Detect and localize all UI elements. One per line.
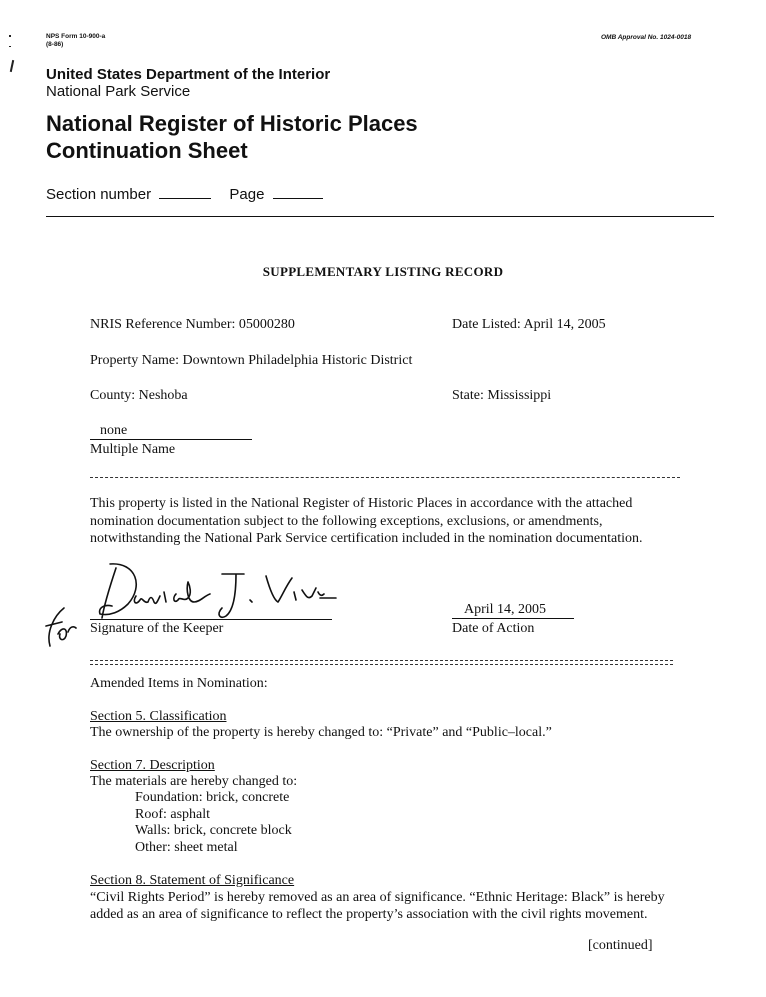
omb-approval: OMB Approval No. 1024-0018 xyxy=(601,34,692,41)
section-5-heading: Section 5. Classification xyxy=(90,709,227,724)
form-number-text: NPS Form 10-900-a xyxy=(46,33,106,40)
materials-list xyxy=(135,790,292,856)
scan-speck xyxy=(10,60,14,72)
signature-line xyxy=(90,619,332,620)
continued-note: [continued] xyxy=(588,938,653,953)
page-label: Page xyxy=(229,186,265,203)
section-number-label: Section number xyxy=(46,186,152,203)
nris-number: NRIS Reference Number: 05000280 xyxy=(90,317,295,332)
section-8-heading: Section 8. Statement of Significance xyxy=(90,873,295,888)
amended-items-title: Amended Items in Nomination: xyxy=(90,676,268,691)
page-blank xyxy=(273,198,323,199)
property-name: Property Name: Downtown Philadelphia Historic District xyxy=(90,353,413,368)
title-line-2: Continuation Sheet xyxy=(46,138,248,163)
form-date-text: (8-86) xyxy=(46,41,64,48)
date-of-action-text: April 14, 2005 xyxy=(464,602,547,617)
multiple-name-value-text: none xyxy=(100,423,128,438)
multiple-name-label: Multiple Name xyxy=(90,442,176,457)
scan-speck xyxy=(9,35,11,37)
material-item: Roof: asphalt xyxy=(135,806,211,822)
date-of-action-value xyxy=(452,602,574,619)
agency-block xyxy=(46,66,330,100)
record-heading: SUPPLEMENTARY LISTING RECORD xyxy=(262,264,504,279)
form-number xyxy=(46,33,105,49)
material-item: Other: sheet metal xyxy=(135,839,238,855)
keeper-signature-label: Signature of the Keeper xyxy=(90,621,224,636)
dashed-divider xyxy=(90,477,680,478)
service-name: National Park Service xyxy=(46,83,191,100)
department-name: United States Department of the Interior xyxy=(46,66,331,83)
state: State: Mississippi xyxy=(452,388,552,403)
section-number-blank xyxy=(159,198,211,199)
header-rule xyxy=(46,216,714,217)
date-of-action-label: Date of Action xyxy=(452,621,535,636)
section-page-line xyxy=(46,186,323,203)
section-8-text: “Civil Rights Period” is hereby removed as an area of significance. “Ethnic Heritage: Black” is hereby added as an area of significance to reflect the property’s association with the civil rights movement. xyxy=(90,890,665,922)
material-item: Walls: brick, concrete block xyxy=(135,823,292,838)
section-5-text: The ownership of the property is hereby changed to: “Private” and “Public–local.” xyxy=(90,725,552,740)
section-7-heading: Section 7. Description xyxy=(90,758,215,773)
county: County: Neshoba xyxy=(90,388,188,403)
scan-speck xyxy=(9,46,11,47)
material-item: Foundation: brick, concrete xyxy=(135,790,290,805)
title-line-1: National Register of Historic Places xyxy=(46,111,418,136)
double-dashed-divider xyxy=(90,660,673,665)
section-7-text: The materials are hereby changed to: xyxy=(90,774,298,789)
date-listed: Date Listed: April 14, 2005 xyxy=(452,317,606,332)
page-title xyxy=(46,110,418,164)
multiple-name-value xyxy=(90,423,252,440)
listing-statement: This property is listed in the National Register of Historic Places in accordance with the attached nomination documentation subject to the following exceptions, exclusions, or amendments, notwithstanding the National Park Service certification included in the nomination documentation. xyxy=(90,496,643,546)
